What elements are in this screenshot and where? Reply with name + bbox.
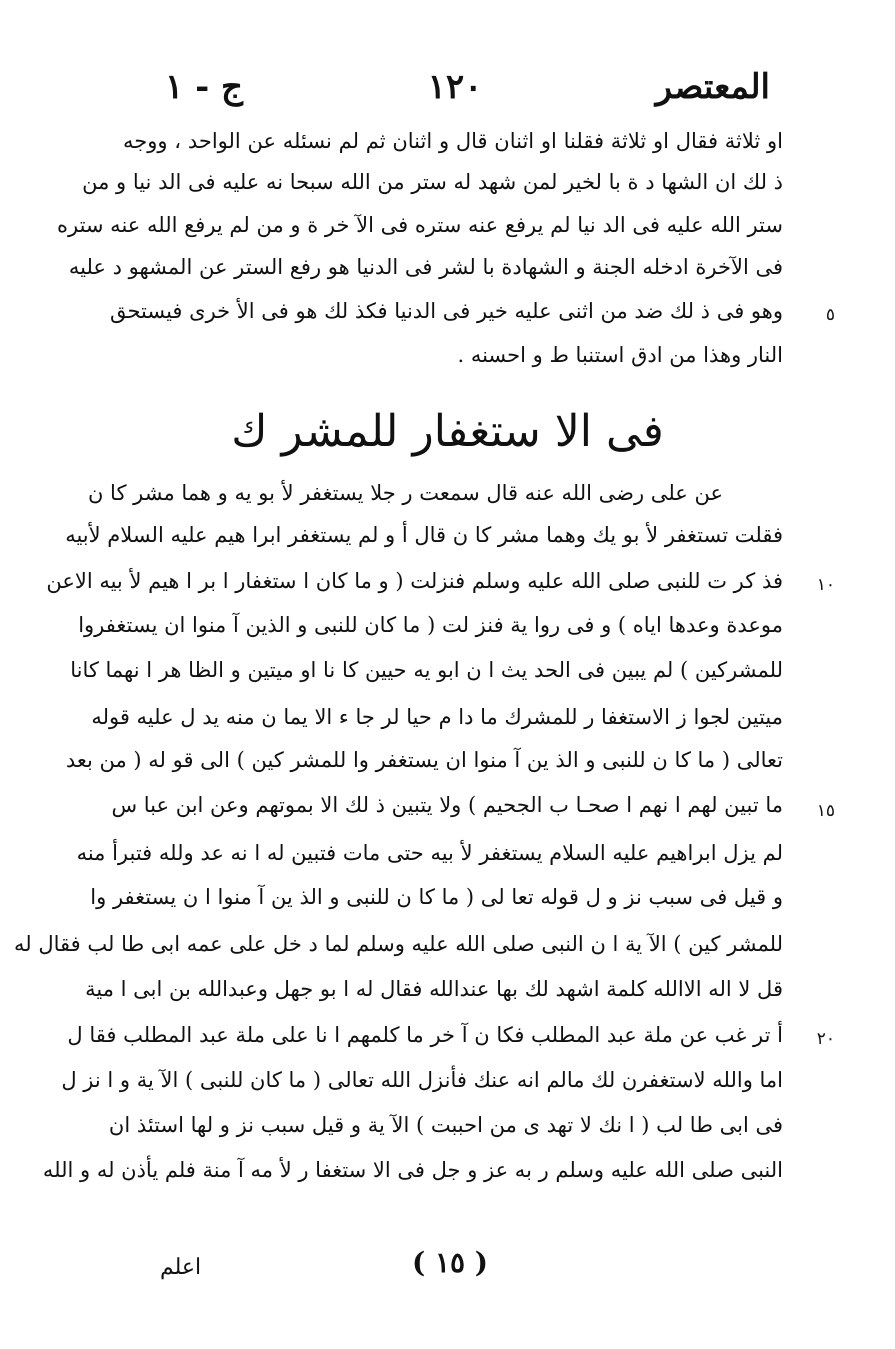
text-line: ستر الله عليه فى الد نيا لم يرفع عنه ستره فى الآ خر ة و من لم يرفع الله عنه ستره (56, 213, 783, 237)
text-line: ما تبين لهم ا نهم ا صحـا ب الجحيم ) ولا يتبين ذ لك الا بموتهم وعن ابن عبا س (111, 793, 783, 817)
text-line: تعالى ( ما كا ن للنبى و الذ ين آ منوا ان يستغفر وا للمشر كين ) الى قو له ( من بعد (65, 748, 783, 772)
text-line: فذ كر ت للنبى صلى الله عليه وسلم فنزلت ( و ما كان ا ستغفار ا بر ا هيم لأ بيه الاعن (46, 569, 783, 593)
line-number: ٥ (825, 305, 835, 325)
text-line: فى الآخرة ادخله الجنة و الشهادة با لشر فى الدنيا هو رفع الستر عن المشهو د عليه (68, 255, 783, 279)
volume-label: ج - ١ (165, 67, 243, 107)
text-line: فقلت تستغفر لأ بو يك وهما مشر كا ن قال أ و لم يستغفر ابرا هيم عليه السلام لأبيه (65, 523, 783, 547)
section-heading: فى الا ستغفار للمشر ك (231, 406, 664, 457)
text-line: ميتين لجوا ز الاستغفا ر للمشرك ما دا م حيا لر جا ء الا يما ن منه يد ل عليه قوله (91, 705, 783, 729)
text-line: أ تر غب عن ملة عبد المطلب فكا ن آ خر ما كلمهم ا نا على ملة عبد المطلب فقا ل (67, 1023, 783, 1047)
text-line: للمشركين ) لم يبين فى الحد يث ا ن ابو يه حيين كا نا او ميتين و الظا هر ا نهما كانا (70, 658, 783, 682)
text-line: وهو فى ذ لك ضد من اثنى عليه خير فى الدنيا فكذ لك هو فى الأ خرى فيستحق (109, 299, 783, 323)
text-line: و قيل فى سبب نز و ل قوله تعا لى ( ما كا ن للنبى و الذ ين آ منوا ا ن يستغفر وا (90, 885, 783, 909)
catchword: اعلم (160, 1255, 202, 1280)
page-number: ١٢٠ (427, 67, 483, 107)
text-line: ذ لك ان الشها د ة با لخير لمن شهد له ستر من الله سبحا نه عليه فى الد نيا و من (82, 170, 783, 194)
signature-mark: ( ١٥ ) (411, 1246, 489, 1279)
text-line: موعدة وعدها اياه ) و فى روا ية فنز لت ( ما كان للنبى و الذين آ منوا ان يستغفروا (78, 613, 783, 637)
line-number: ١٠ (816, 575, 835, 595)
text-line: عن على رضى الله عنه قال سمعت ر جلا يستغفر لأ بو يه و هما مشر كا ن (87, 481, 723, 505)
text-line: قل لا اله الاالله كلمة اشهد لك بها عندالله فقال له ا بو جهل وعبدالله بن ابى ا مية (85, 977, 783, 1001)
text-line: النار وهذا من ادق استنبا ط و احسنه . (457, 343, 783, 367)
line-number: ٢٠ (816, 1029, 835, 1049)
line-number: ١٥ (816, 801, 835, 821)
text-line: لم يزل ابراهيم عليه السلام يستغفر لأ بيه حتى مات فتبين له ا نه عد ولله فتبرأ منه (76, 841, 783, 865)
text-line: للمشر كين ) الآ ية ا ن النبى صلى الله عليه وسلم لما د خل على عمه ابى طا لب فقال له (14, 932, 783, 956)
text-line: فى ابى طا لب ( ا نك لا تهد ى من احببت ) الآ ية و قيل سبب نز و لها استئذ ان (108, 1113, 783, 1137)
text-line: او ثلاثة فقال او ثلاثة فقلنا او اثنان قال و اثنان ثم لم نسئله عن الواحد ، ووجه (123, 129, 783, 153)
book-title: المعتصر (655, 67, 770, 107)
text-line: اما والله لاستغفرن لك مالم انه عنك فأنزل الله تعالى ( ما كان للنبى ) الآ ية و ا نز ل (61, 1068, 783, 1092)
text-line: النبى صلى الله عليه وسلم ر به عز و جل فى الا ستغفا ر لأ مه آ منة فلم يأذن له و الله (42, 1158, 783, 1182)
